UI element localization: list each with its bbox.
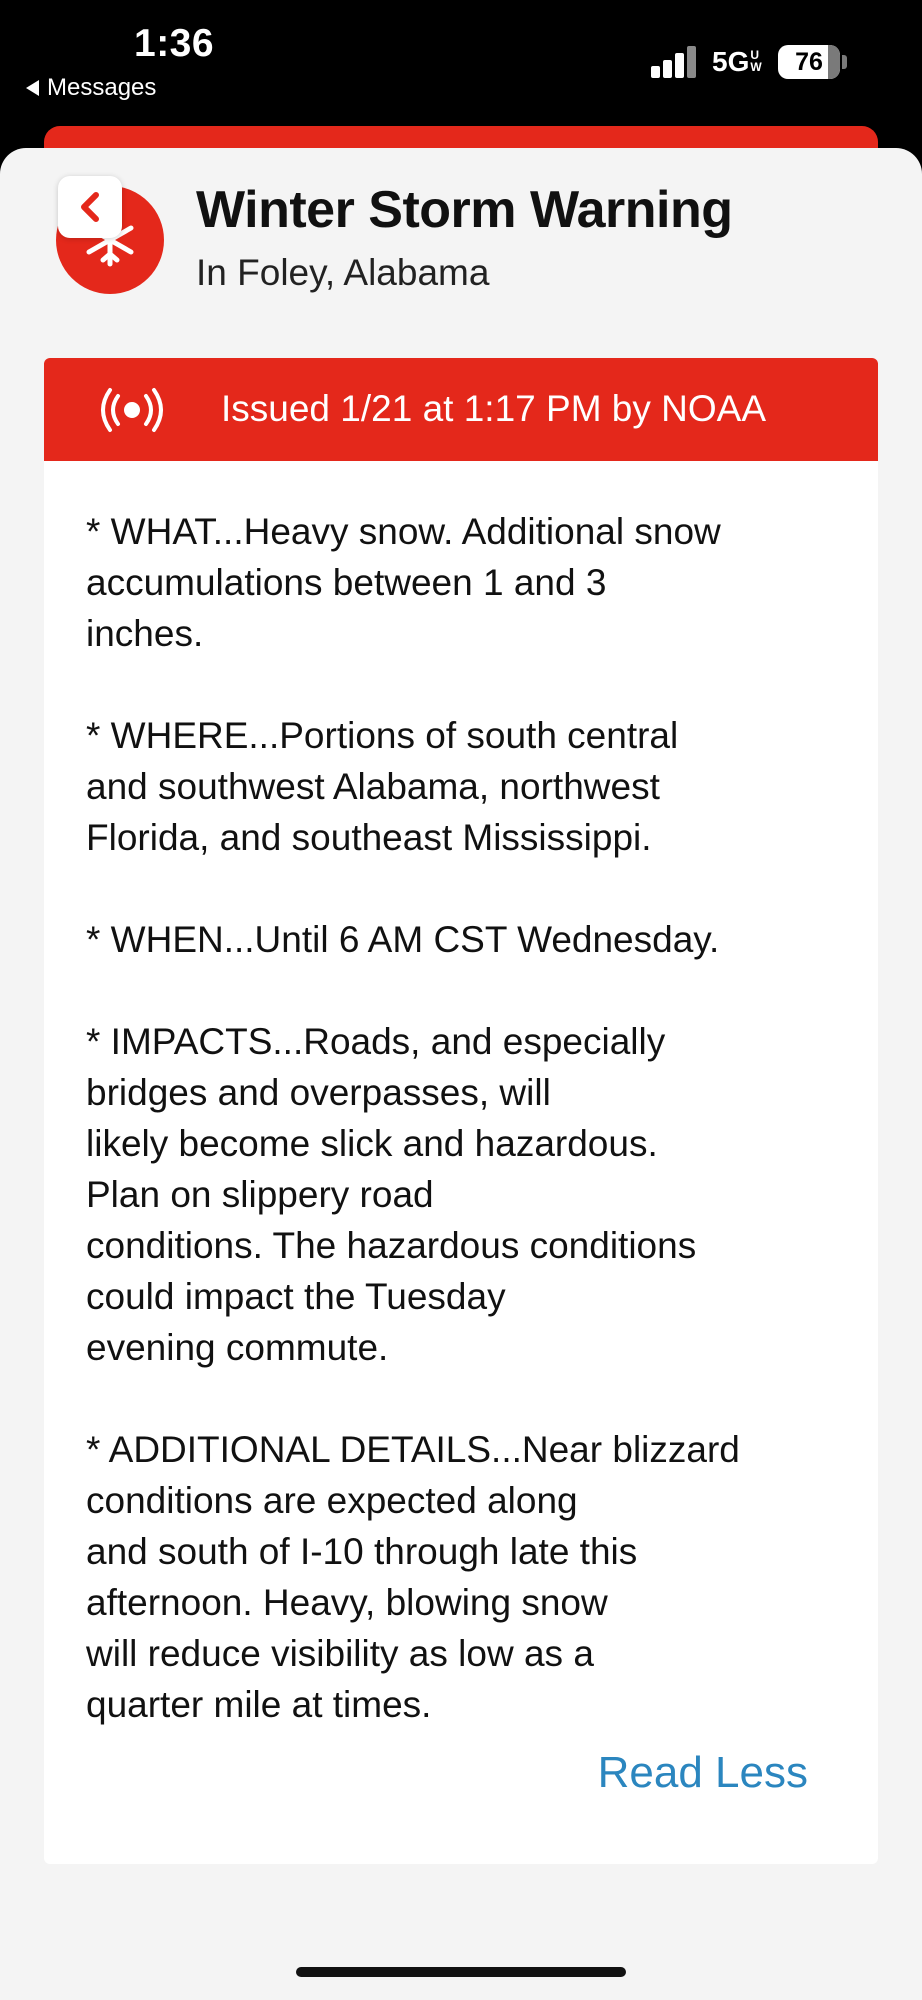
back-to-messages-link[interactable]	[26, 74, 156, 102]
impacts-paragraph: * IMPACTS...Roads, and especially bridges and overpasses, will likely become slick and hazardous. Plan on slippery road conditions. The hazardous conditions could impact the Tuesday evening commute.	[86, 1021, 697, 1368]
home-indicator[interactable]	[296, 1967, 626, 1977]
back-triangle-icon	[26, 80, 39, 96]
broadcast-icon	[94, 386, 170, 434]
back-button[interactable]	[58, 176, 122, 238]
network-badge: U W	[750, 48, 762, 74]
cellular-signal-icon	[651, 46, 699, 78]
status-bar	[0, 0, 922, 130]
network-indicator	[712, 46, 762, 78]
back-to-messages-label: Messages	[47, 74, 157, 101]
battery-level: 76	[795, 48, 823, 76]
battery-icon	[778, 45, 840, 79]
alert-description	[86, 506, 856, 1781]
issued-text: Issued 1/21 at 1:17 PM by NOAA	[221, 388, 767, 429]
when-paragraph: * WHEN...Until 6 AM CST Wednesday.	[86, 919, 720, 960]
what-paragraph: * WHAT...Heavy snow. Additional snow accumulations between 1 and 3 inches.	[86, 511, 721, 654]
page-title: Winter Storm Warning	[196, 181, 733, 239]
location-subtitle: In Foley, Alabama	[196, 252, 490, 293]
additional-details-paragraph: * ADDITIONAL DETAILS...Near blizzard conditions are expected along and south of I-10 through late this afternoon. Heavy, blowing snow will reduce visibility as low as a quarter mile at times.	[86, 1429, 740, 1725]
network-type: 5G	[712, 46, 750, 77]
chevron-left-icon	[76, 191, 104, 223]
alert-card	[44, 358, 878, 1864]
issued-banner	[44, 358, 878, 461]
status-time: 1:36	[134, 22, 215, 65]
read-less-button[interactable]: Read Less	[597, 1748, 808, 1797]
where-paragraph: * WHERE...Portions of south central and southwest Alabama, northwest Florida, and southeast Mississippi.	[86, 715, 679, 858]
battery-cap	[842, 55, 847, 69]
